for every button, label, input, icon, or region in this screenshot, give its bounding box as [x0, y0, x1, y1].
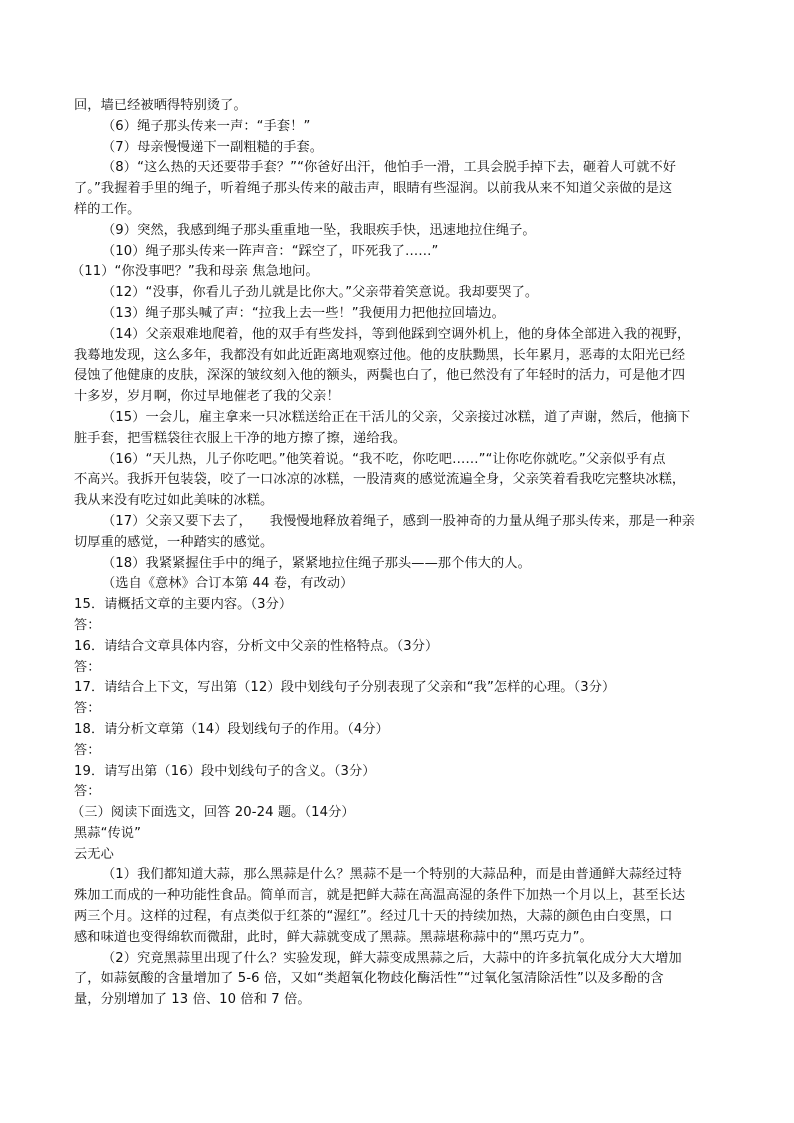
text-line	[74, 595, 724, 616]
text-line	[74, 325, 724, 346]
text-line	[74, 158, 724, 179]
text-line	[74, 990, 724, 1011]
text-line	[74, 408, 724, 429]
line-text: 答：	[74, 784, 101, 800]
line-text: 15．请概括文章的主要内容。（3分）	[74, 597, 293, 613]
text-line	[74, 762, 724, 783]
line-text: 答：	[74, 617, 101, 633]
line-text: 19．请写出第（16）段中划线句子的含义。（3分）	[74, 763, 376, 779]
line-text: 16．请结合文章具体内容，分析文中父亲的性格特点。（3分）	[74, 638, 439, 654]
line-text: 脏手套，把雪糕袋往衣服上干净的地方擦了擦，递给我。	[74, 430, 407, 446]
text-line	[74, 574, 724, 595]
document-page	[71, 96, 724, 1011]
line-text: （17）父亲又要下去了，	[102, 513, 252, 529]
text-line	[74, 366, 724, 387]
text-line	[71, 803, 724, 824]
text-line	[74, 117, 724, 138]
text-line	[74, 491, 724, 512]
line-text: 了，如蒜氨酸的含量增加了 5-6 倍，又如“类超氧化物歧化酶活性”“过氧化氢清除活性”以及多酚的含	[74, 971, 664, 987]
line-text: 殊加工而成的一种功能性食品。简单而言，就是把鲜大蒜在高温高湿的条件下加热一个月以上，甚至长达	[74, 888, 686, 904]
line-text: 我从来没有吃过如此美味的冰糕。	[74, 493, 274, 509]
text-line	[74, 741, 724, 762]
line-text: 17．请结合上下文，写出第（12）段中划线句子分别表现了父亲和“我”怎样的心理。（3分）	[74, 680, 616, 696]
text-line	[74, 470, 724, 491]
text-line	[74, 512, 724, 533]
text-line	[74, 304, 724, 325]
line-text: 答：	[74, 742, 101, 758]
line-text: 答：	[74, 701, 101, 717]
text-line	[74, 242, 724, 263]
line-text: （18）我紧紧握住手中的绳子，紧紧地拉住绳子那头——那个伟大的人。	[102, 555, 531, 571]
text-line	[74, 221, 724, 242]
line-text: （14）父亲艰难地爬着，他的双手有些发抖，等到他踩到空调外机上，他的身体全部进入我的视野，	[102, 326, 691, 342]
line-text: 18．请分析文章第（14）段划线句子的作用。（4分）	[74, 721, 389, 737]
line-text: 不高兴。我拆开包装袋，咬了一口冰凉的冰糕，一股清爽的感觉流遍全身，父亲笑着看我吃完整块冰糕，	[74, 472, 686, 488]
line-text: 云无心	[74, 846, 114, 862]
text-line	[74, 533, 724, 554]
text-line	[74, 969, 724, 990]
text-line	[74, 554, 724, 575]
line-text: （12）“没事，你看儿子劲儿就是比你大。”父亲带着笑意说。我却要哭了。	[102, 285, 539, 301]
text-line	[74, 387, 724, 408]
line-text: 了。”我握着手里的绳子，听着绳子那头传来的敲击声，眼睛有些湿润。以前我从来不知道父亲做的是这	[74, 181, 673, 197]
text-line	[74, 907, 724, 928]
line-text: 两三个月。这样的过程，有点类似于红茶的“渥红”。经过几十天的持续加热，大蒜的颜色由白变黑，口	[74, 909, 673, 925]
line-text: 黑蒜“传说”	[74, 825, 142, 841]
line-text: （7）母亲慢慢递下一副粗糙的手套。	[102, 139, 324, 155]
text-line	[74, 845, 724, 866]
line-text: 样的工作。	[74, 201, 141, 217]
line-text: 回，墙已经被晒得特别烫了。	[74, 98, 247, 113]
text-line	[71, 262, 724, 283]
line-text: （1）我们都知道大蒜，那么黑蒜是什么？黑蒜不是一个特别的大蒜品种，而是由普通鲜大蒜经过特	[102, 867, 682, 883]
text-line	[74, 616, 724, 637]
text-line	[74, 200, 724, 221]
text-line	[74, 283, 724, 304]
line-text-continued: 我慢慢地释放着绳子，感到一股神奇的力量从绳子那头传来，那是一种亲	[269, 513, 696, 529]
line-text: 我蓦地发现，这么多年，我都没有如此近距离地观察过他。他的皮肤黝黑，长年累月，恶毒的太阳光已经	[74, 347, 686, 363]
line-text: （6）绳子那头传来一声：“手套！”	[102, 118, 311, 134]
text-line	[74, 720, 724, 741]
line-text: 切厚重的感觉，一种踏实的感觉。	[74, 534, 274, 550]
line-text: 答：	[74, 659, 101, 675]
text-line	[74, 179, 724, 200]
text-line	[74, 658, 724, 679]
text-line	[74, 824, 724, 845]
line-text: 侵蚀了他健康的皮肤，深深的皱纹刻入他的额头，两鬓也白了，他已然没有了年轻时的活力，可是他才四	[74, 368, 686, 384]
line-text: （8）“这么热的天还要带手套？”“你爸好出汗，他怕手一滑，工具会脱手掉下去，砸着人可就不好	[102, 160, 677, 176]
line-text: 感和味道也变得绵软而微甜，此时，鲜大蒜就变成了黑蒜。黑蒜堪称蒜中的“黑巧克力”。	[74, 929, 593, 945]
line-text: 量，分别增加了 13 倍、10 倍和 7 倍。	[74, 992, 311, 1008]
text-line	[74, 782, 724, 803]
text-line	[74, 96, 724, 117]
text-line	[74, 886, 724, 907]
line-text: （11）“你没事吧？”我和母亲 焦急地问。	[71, 264, 319, 280]
line-text: （15）一会儿，雇主拿来一只冰糕送给正在干活儿的父亲，父亲接过冰糕，道了声谢，然后，他摘下	[102, 409, 691, 425]
line-text: 十多岁，岁月啊，你过早地催老了我的父亲！	[74, 389, 340, 405]
line-text: （13）绳子那头喊了声：“拉我上去一些！”我便用力把他拉回墙边。	[102, 305, 505, 321]
line-text: （16）“天儿热，儿子你吃吧。”他笑着说。“我不吃，你吃吧……”“让你吃你就吃。”父亲似乎有点	[102, 451, 666, 467]
text-line	[74, 865, 724, 886]
line-text: （2）究竟黑蒜里出现了什么？实验发现，鲜大蒜变成黑蒜之后，大蒜中的许多抗氧化成分大大增加	[102, 950, 682, 966]
text-line	[74, 138, 724, 159]
line-text: （选自《意林》合订本第 44 卷，有改动）	[102, 576, 354, 592]
text-line	[74, 637, 724, 658]
text-line	[74, 949, 724, 970]
text-line	[74, 928, 724, 949]
text-line	[74, 450, 724, 471]
text-line	[74, 699, 724, 720]
text-line	[74, 346, 724, 367]
line-text: （9）突然，我感到绳子那头重重地一坠，我眼疾手快，迅速地拉住绳子。	[102, 222, 536, 238]
line-text: （三）阅读下面选文，回答 20-24 题。（14分）	[71, 805, 355, 821]
text-line	[74, 429, 724, 450]
line-text: （10）绳子那头传来一阵声音：“踩空了，吓死我了……”	[102, 243, 439, 259]
text-line	[74, 678, 724, 699]
